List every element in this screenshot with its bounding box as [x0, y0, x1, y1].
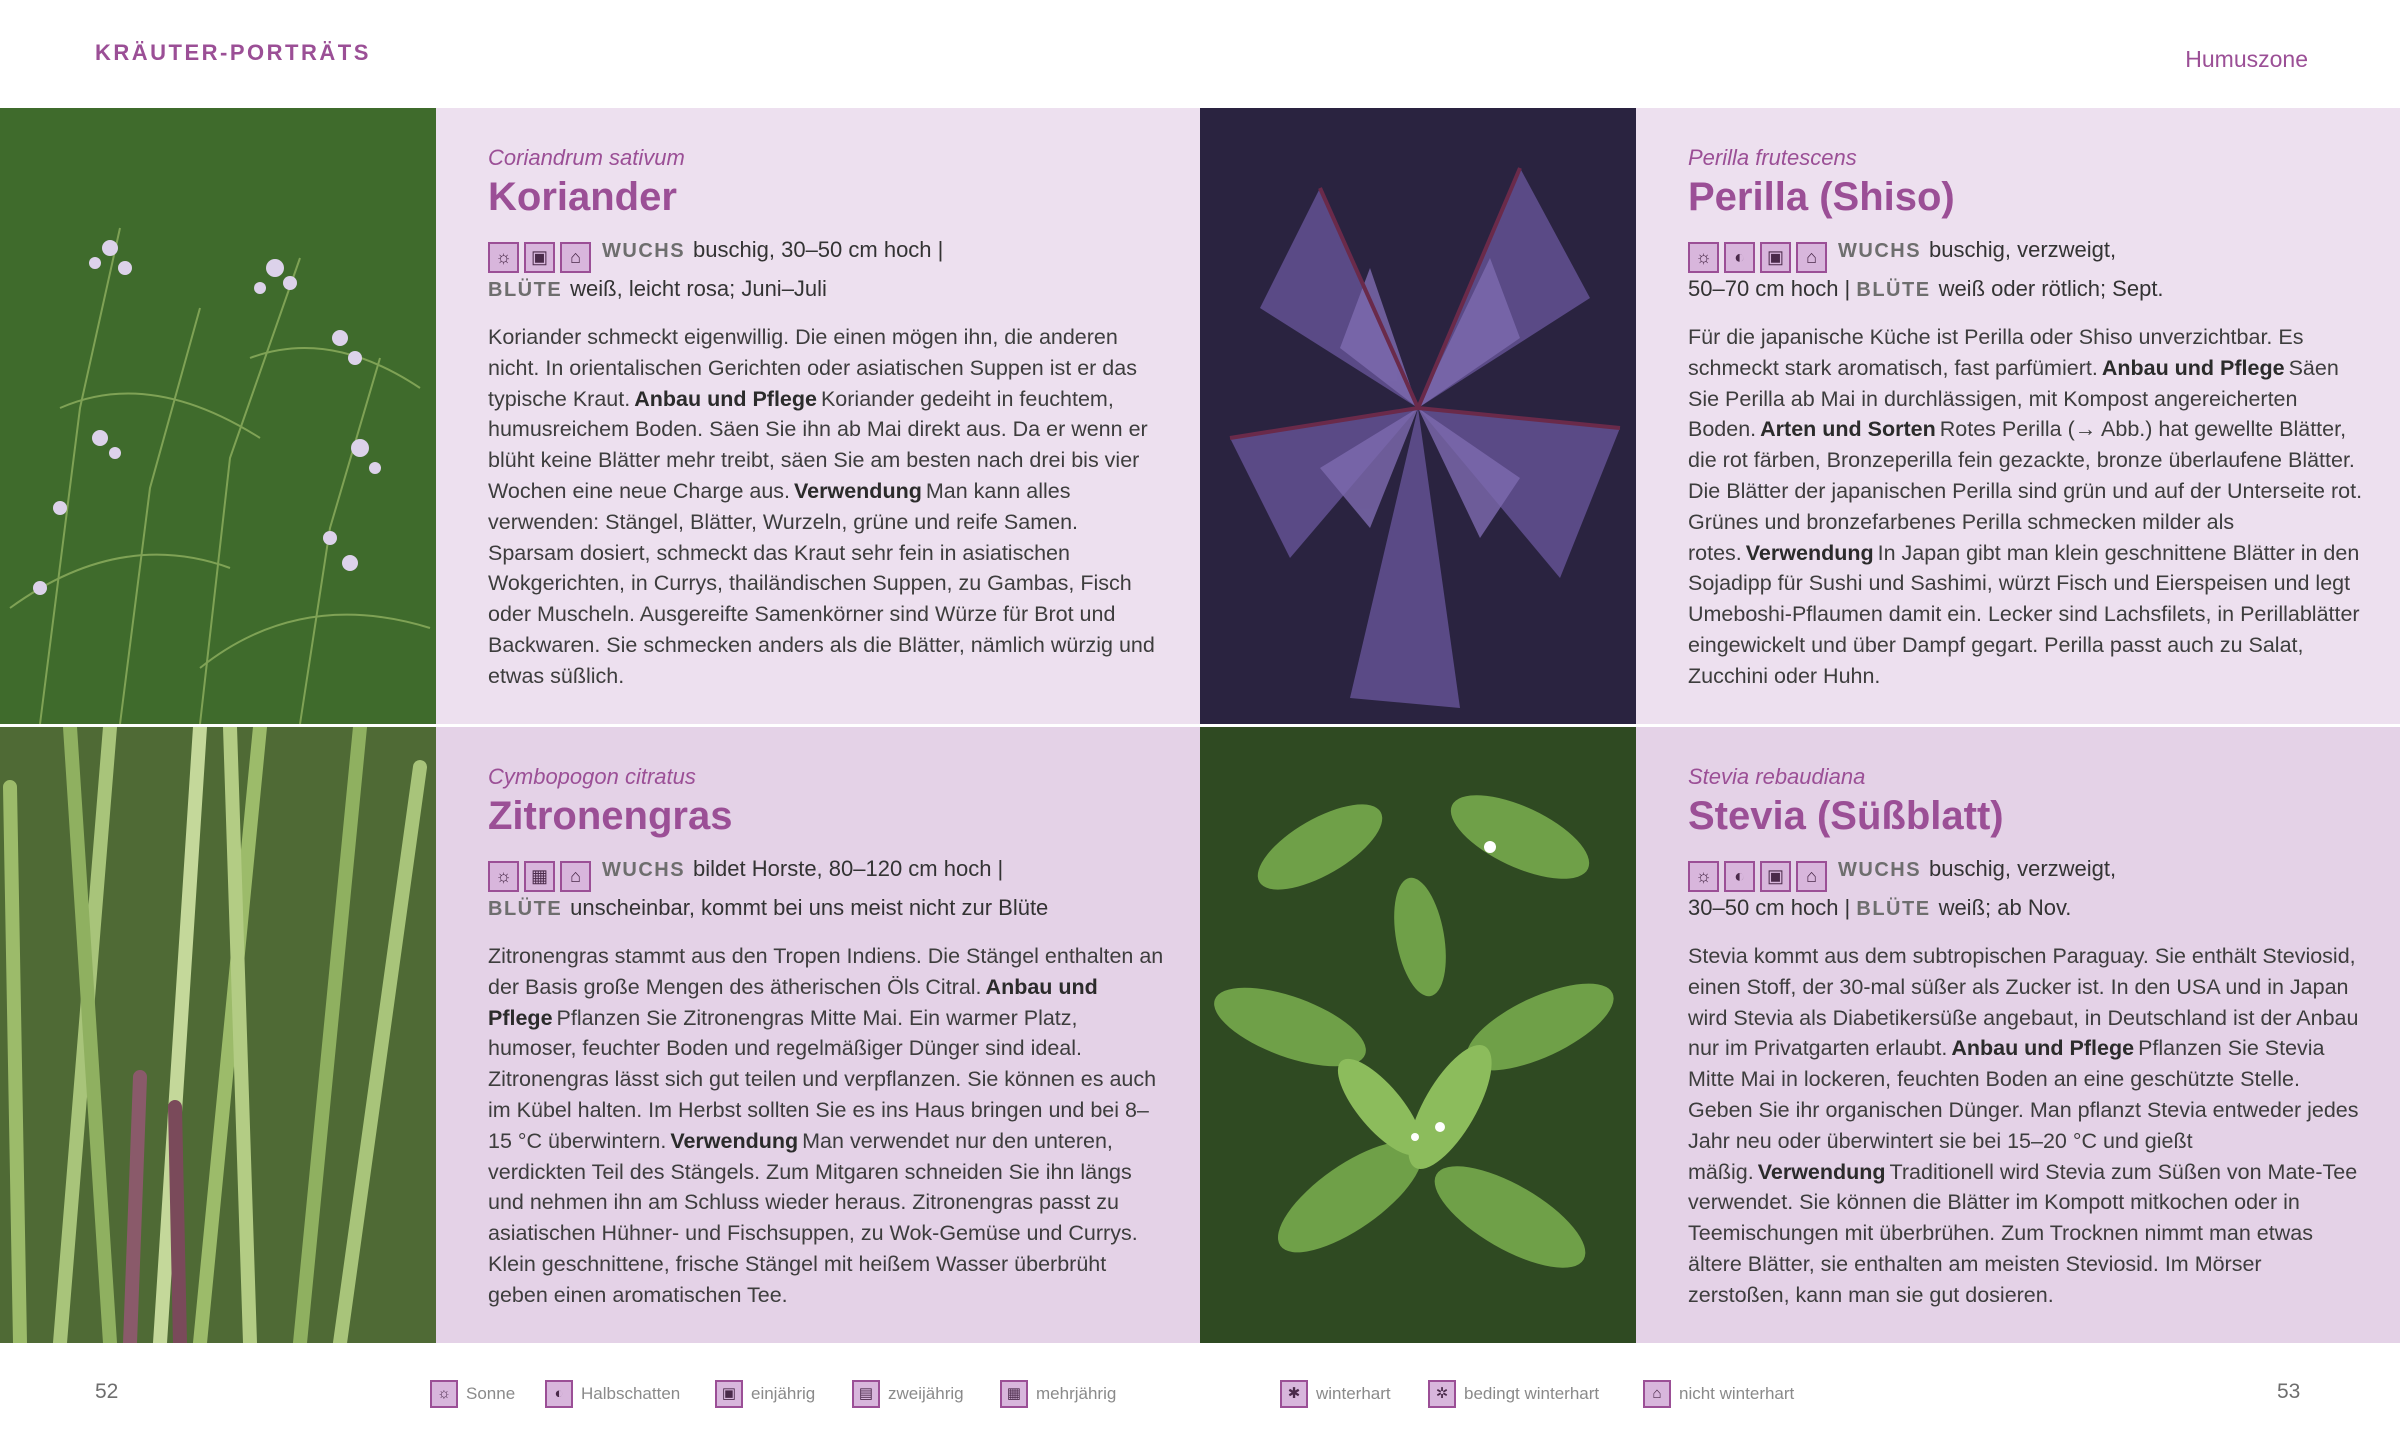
half-shade-icon: ◐ [1724, 242, 1755, 273]
page-number-left: 52 [95, 1380, 119, 1403]
sun-icon: ☼ [430, 1380, 458, 1408]
sun-icon: ☼ [488, 861, 519, 892]
herb-name: Stevia (Süßblatt) [1688, 794, 2004, 838]
page-number-right: 53 [2277, 1380, 2301, 1403]
legend-not-hardy: ⌂ nicht winterhart [1643, 1380, 1794, 1408]
herb-description: Für die japanische Küche ist Perilla oder Shiso unverzichtbar. Es schmeckt stark aromatisch, fast parfümiert. Anbau und Pflege Säen Sie Perilla ab Mai in durchlässigen, mit Kompost angereicherten Boden. Arten und Sorten Rotes Perilla (→ Abb.) hat gewellte Blätter, die rot färben, Bronzeperilla fein gezackte, bronze überlaufene Blätter. Die Blätter der japanischen Perilla sind grün und auf der Unterseite rot. Grünes und bronzefarbenes Perilla schmecken milder als rotes. Verwendung In Japan gibt man klein geschnittene Blätter in den Sojadipp für Sushi und Sashimi, würzt Fisch und Eierspeisen und legt Umeboshi-Pflaumen damit ein. Lecker sind Lachsfilets, in Perillablätter eingewickelt und über Dampf gegart. Perilla passt auch zu Salat, Zucchini oder Huhn. [1688, 325, 2363, 688]
wuchs-value: bildet Horste, 80–120 cm hoch | [693, 856, 1004, 881]
latin-name: Cymbopogon citratus [488, 764, 696, 789]
bluete-value: weiß, leicht rosa; Juni–Juli [570, 276, 827, 301]
not-hardy-icon: ⌂ [560, 242, 591, 273]
not-hardy-icon: ⌂ [1643, 1380, 1671, 1408]
not-hardy-icon: ⌂ [560, 861, 591, 892]
not-hardy-icon: ⌂ [1796, 242, 1827, 273]
herb-meta [1688, 234, 2364, 306]
legend-biennial: ▤ zweijährig [852, 1380, 964, 1408]
herb-name: Koriander [488, 175, 677, 219]
coriander-photo [0, 108, 436, 724]
wuchs-value-2: 50–70 cm hoch | [1688, 276, 1851, 301]
not-hardy-icon: ⌂ [1796, 861, 1827, 892]
lemongrass-photo [0, 727, 436, 1343]
bluete-label: BLÜTE [488, 279, 563, 301]
herb-row-1 [0, 108, 2400, 724]
wuchs-label: WUCHS [602, 859, 686, 881]
perennial-icon: ▦ [524, 861, 555, 892]
herb-meta [1688, 853, 2364, 925]
wuchs-value-2: 30–50 cm hoch | [1688, 895, 1851, 920]
bluete-value: unscheinbar, kommt bei uns meist nicht zur Blüte [570, 895, 1049, 920]
bluete-label: BLÜTE [488, 898, 563, 920]
herb-name: Perilla (Shiso) [1688, 175, 1955, 219]
wuchs-label: WUCHS [1838, 859, 1922, 881]
latin-name: Perilla frutescens [1688, 145, 1857, 170]
herb-name: Zitronengras [488, 794, 733, 838]
perilla-photo [1200, 108, 1636, 724]
wuchs-value: buschig, verzweigt, [1929, 237, 2117, 262]
annual-icon: ▣ [524, 242, 555, 273]
section-title: KRÄUTER-PORTRÄTS [95, 40, 371, 65]
legend-hardy: ✱ winterhart [1280, 1380, 1391, 1408]
herb-description: Stevia kommt aus dem subtropischen Paraguay. Sie enthält Steviosid, einen Stoff, der 30-mal süßer als Zucker ist. In den USA und in Japan wird Stevia als Diabetikersüße angebaut, in Deutschland ist der Anbau nur im Privatgarten erlaubt. Anbau und Pflege Pflanzen Sie Stevia Mitte Mai in lockeren, feuchten Boden an eine geschützte Stelle. Geben Sie ihr organischen Dünger. Man pflanzt Stevia entweder jedes Jahr neu oder überwintert sie bei 15–20 °C und gießt mäßig. Verwendung Traditionell wird Stevia zum Süßen von Mate-Tee verwendet. Sie können die Blätter im Kompott mitkochen oder in Teemischungen mit überbrühen. Zum Trocknen nimmt man etwas ältere Blätter, sie enthalten am meisten Steviosid. Im Mörser zerstoßen, kann man sie gut dosieren. [1688, 944, 2359, 1307]
herb-meta [488, 234, 1164, 306]
annual-icon: ▣ [715, 1380, 743, 1408]
latin-name: Stevia rebaudiana [1688, 764, 1866, 789]
bluete-value: weiß; ab Nov. [1938, 895, 2072, 920]
wuchs-label: WUCHS [602, 240, 686, 262]
wuchs-value: buschig, 30–50 cm hoch | [693, 237, 944, 262]
legend-partly-hardy: ✲ bedingt winterhart [1428, 1380, 1599, 1408]
zone-title: Humuszone [2185, 46, 2308, 72]
legend-sun: ☼ Sonne [430, 1380, 515, 1408]
perennial-icon: ▦ [1000, 1380, 1028, 1408]
herb-card-koriander [436, 108, 1200, 724]
hardy-icon: ✱ [1280, 1380, 1308, 1408]
herb-card-zitronengras [436, 727, 1200, 1343]
wuchs-value: buschig, verzweigt, [1929, 856, 2117, 881]
sun-icon: ☼ [488, 242, 519, 273]
herb-row-2 [0, 727, 2400, 1343]
stevia-photo [1200, 727, 1636, 1343]
legend-half-shade: ◐ Halbschatten [545, 1380, 680, 1408]
biennial-icon: ▤ [852, 1380, 880, 1408]
half-shade-icon: ◐ [545, 1380, 573, 1408]
bluete-label: BLÜTE [1856, 898, 1931, 920]
legend-annual: ▣ einjährig [715, 1380, 815, 1408]
herb-card-perilla [1636, 108, 2400, 724]
herb-meta [488, 853, 1164, 925]
sun-icon: ☼ [1688, 242, 1719, 273]
half-shade-icon: ◐ [1724, 861, 1755, 892]
legend-perennial: ▦ mehrjährig [1000, 1380, 1116, 1408]
partly-hardy-icon: ✲ [1428, 1380, 1456, 1408]
sun-icon: ☼ [1688, 861, 1719, 892]
herb-card-stevia [1636, 727, 2400, 1343]
herb-description: Koriander schmeckt eigenwillig. Die einen mögen ihn, die anderen nicht. In orientalischen Gerichten oder asiatischen Suppen ist er das typische Kraut. Anbau und Pflege Koriander gedeiht in feuchtem, humusreichem Boden. Säen Sie ihn ab Mai direkt aus. Da er wenn er blüht keine Blätter mehr treibt, säen Sie am besten nach drei bis vier Wochen eine neue Charge aus. Verwendung Man kann alles verwenden: Stängel, Blätter, Wurzeln, grüne und reife Samen. Sparsam dosiert, schmeckt das Kraut sehr fein in asiatischen Wokgerichten, in Currys, thailändischen Suppen, zu Gambas, Fisch oder Muscheln. Ausgereifte Samenkörner sind Würze für Brot und Backwaren. Sie schmecken anders als die Blätter, nämlich würzig und etwas süßlich. [488, 325, 1155, 688]
herb-description: Zitronengras stammt aus den Tropen Indiens. Die Stängel enthalten an der Basis große Mengen des ätherischen Öls Citral. Anbau und Pflege Pflanzen Sie Zitronengras Mitte Mai. Ein warmer Platz, humoser, feuchter Boden und regelmäßiger Dünger sind ideal. Zitronengras lässt sich gut teilen und verpflanzen. Sie können es auch im Kübel halten. Im Herbst sollten Sie es ins Haus bringen und bei 8–15 °C überwintern. Verwendung Man verwendet nur den unteren, verdickten Teil des Stängels. Zum Mitgaren schneiden Sie ihn längs und nehmen ihn am Schluss wieder heraus. Zitronengras passt zu asiatischen Hühner- und Fischsuppen, zu Wok-Gemüse und Currys. Klein geschnittene, frische Stängel mit heißem Wasser überbrüht geben einen aromatischen Tee. [488, 944, 1164, 1307]
bluete-label: BLÜTE [1856, 279, 1931, 301]
annual-icon: ▣ [1760, 242, 1791, 273]
annual-icon: ▣ [1760, 861, 1791, 892]
latin-name: Coriandrum sativum [488, 145, 685, 170]
bluete-value: weiß oder rötlich; Sept. [1938, 276, 2164, 301]
wuchs-label: WUCHS [1838, 240, 1922, 262]
